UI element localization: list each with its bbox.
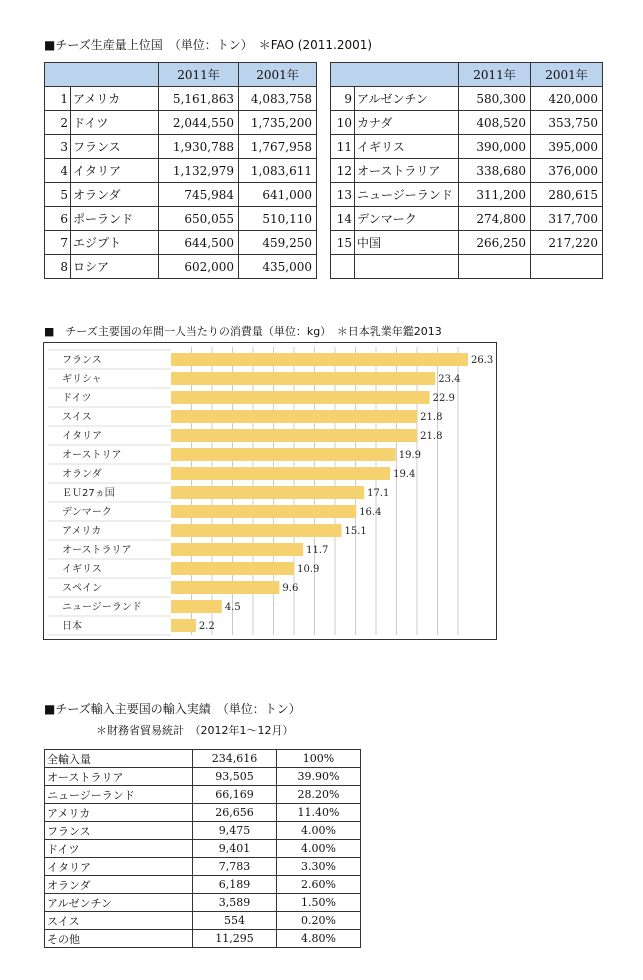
- rank-cell: 2: [45, 111, 71, 135]
- header-2001: 2001年: [531, 63, 603, 87]
- bar: [171, 429, 417, 442]
- value-label: 19.4: [393, 469, 416, 480]
- import-share-cell: 39.90%: [277, 768, 361, 786]
- production-2001-cell: 459,250: [239, 231, 317, 255]
- import-share-cell: 4.00%: [277, 822, 361, 840]
- table-row: [45, 858, 361, 876]
- country-cell: アルゼンチン: [355, 87, 459, 111]
- rank-cell: 11: [331, 135, 355, 159]
- table-row: [45, 231, 317, 255]
- country-cell: ロシア: [71, 255, 159, 279]
- bar: [171, 448, 396, 461]
- category-label: ニュージーランド: [62, 602, 142, 613]
- table-row: [331, 255, 603, 279]
- rank-cell: 7: [45, 231, 71, 255]
- import-amount-cell: 6,189: [193, 876, 277, 894]
- production-2001-cell: 353,750: [531, 111, 603, 135]
- bar: [171, 486, 364, 499]
- rank-cell: 5: [45, 183, 71, 207]
- import-amount-cell: 7,783: [193, 858, 277, 876]
- import-amount-cell: 66,169: [193, 786, 277, 804]
- bar: [171, 410, 417, 423]
- rank-cell: [331, 255, 355, 279]
- imports-subtitle: ＊財務省貿易統計 （2012年1～12月）: [96, 724, 294, 737]
- bar: [171, 372, 435, 385]
- country-cell: アルゼンチン: [45, 894, 193, 912]
- value-label: 22.9: [432, 393, 455, 404]
- bar: [171, 391, 430, 404]
- table-row: [331, 87, 603, 111]
- import-share-cell: 3.30%: [277, 858, 361, 876]
- category-label: オーストリア: [62, 450, 122, 461]
- import-amount-cell: 554: [193, 912, 277, 930]
- rank-cell: 8: [45, 255, 71, 279]
- table-row: [45, 876, 361, 894]
- table-row: [45, 207, 317, 231]
- table-row: [331, 231, 603, 255]
- table-row: [45, 183, 317, 207]
- country-cell: デンマーク: [355, 207, 459, 231]
- table-row: [45, 159, 317, 183]
- rank-cell: 9: [331, 87, 355, 111]
- category-label: イギリス: [62, 564, 102, 575]
- table-row: [45, 111, 317, 135]
- production-2011-cell: 644,500: [159, 231, 239, 255]
- production-2001-cell: 317,700: [531, 207, 603, 231]
- consumption-title: ■ チーズ主要国の年間一人当たりの消費量（単位：kg） ＊日本乳業年鑑2013: [44, 325, 442, 338]
- country-cell: オーストラリア: [355, 159, 459, 183]
- country-cell: アメリカ: [45, 804, 193, 822]
- table-row: [45, 894, 361, 912]
- value-label: 11.7: [306, 545, 329, 556]
- category-label: ギリシャ: [62, 374, 102, 385]
- production-2001-cell: 1,767,958: [239, 135, 317, 159]
- table-header-row: [45, 63, 317, 87]
- production-2001-cell: 395,000: [531, 135, 603, 159]
- table-row: [45, 912, 361, 930]
- country-cell: [355, 255, 459, 279]
- country-cell: イタリア: [45, 858, 193, 876]
- category-label: オランダ: [62, 469, 102, 480]
- import-share-cell: 2.60%: [277, 876, 361, 894]
- category-label: イタリア: [62, 431, 102, 442]
- country-cell: ニュージーランド: [45, 786, 193, 804]
- production-2011-cell: [459, 255, 531, 279]
- table-row: [45, 768, 361, 786]
- rank-cell: 3: [45, 135, 71, 159]
- value-label: 17.1: [367, 488, 390, 499]
- table-row: [45, 750, 361, 768]
- production-2011-cell: 338,680: [459, 159, 531, 183]
- production-title: ■チーズ生産量上位国 （単位：トン） ＊FAO (2011.2001): [44, 38, 373, 52]
- category-label: ドイツ: [62, 393, 92, 404]
- import-amount-cell: 93,505: [193, 768, 277, 786]
- value-label: 21.8: [420, 431, 443, 442]
- table-row: [45, 87, 317, 111]
- production-2001-cell: 510,110: [239, 207, 317, 231]
- bar: [171, 619, 196, 632]
- value-label: 19.9: [398, 450, 421, 461]
- production-2011-cell: 650,055: [159, 207, 239, 231]
- table-row: [331, 207, 603, 231]
- country-cell: 中国: [355, 231, 459, 255]
- bar: [171, 600, 222, 613]
- header-2011: 2011年: [159, 63, 239, 87]
- value-label: 23.4: [438, 374, 461, 385]
- country-cell: ドイツ: [71, 111, 159, 135]
- table-row: [331, 183, 603, 207]
- value-label: 21.8: [420, 412, 443, 423]
- country-cell: その他: [45, 930, 193, 948]
- production-2011-cell: 602,000: [159, 255, 239, 279]
- rank-cell: 1: [45, 87, 71, 111]
- import-share-cell: 100%: [277, 750, 361, 768]
- header-blank: [331, 63, 459, 87]
- table-row: [45, 840, 361, 858]
- country-cell: ポーランド: [71, 207, 159, 231]
- production-2011-cell: 580,300: [459, 87, 531, 111]
- table-row: [331, 111, 603, 135]
- table-row: [45, 804, 361, 822]
- production-2001-cell: 280,615: [531, 183, 603, 207]
- production-2011-cell: 1,930,788: [159, 135, 239, 159]
- country-cell: イギリス: [355, 135, 459, 159]
- value-label: 10.9: [297, 564, 320, 575]
- consumption-chart: [43, 342, 497, 640]
- production-2011-cell: 745,984: [159, 183, 239, 207]
- production-table-left: [44, 62, 317, 279]
- bar: [171, 524, 342, 537]
- production-2001-cell: 641,000: [239, 183, 317, 207]
- import-share-cell: 28.20%: [277, 786, 361, 804]
- category-label: ＥＵ27ヵ国: [62, 488, 115, 499]
- production-2011-cell: 1,132,979: [159, 159, 239, 183]
- consumption-chart-svg: [44, 343, 496, 639]
- table-row: [45, 930, 361, 948]
- country-cell: カナダ: [355, 111, 459, 135]
- import-amount-cell: 9,475: [193, 822, 277, 840]
- category-label: フランス: [62, 355, 102, 366]
- table-row: [45, 822, 361, 840]
- production-table-right: [330, 62, 603, 279]
- header-blank: [45, 63, 159, 87]
- imports-title: ■チーズ輸入主要国の輸入実績 （単位：トン）: [44, 702, 301, 716]
- production-2011-cell: 390,000: [459, 135, 531, 159]
- table-row: [45, 786, 361, 804]
- production-2001-cell: [531, 255, 603, 279]
- table-row: [45, 135, 317, 159]
- country-cell: アメリカ: [71, 87, 159, 111]
- rank-cell: 12: [331, 159, 355, 183]
- production-2001-cell: 435,000: [239, 255, 317, 279]
- country-cell: ドイツ: [45, 840, 193, 858]
- country-cell: ニュージーランド: [355, 183, 459, 207]
- value-label: 15.1: [344, 526, 367, 537]
- table-header-row: [331, 63, 603, 87]
- production-2011-cell: 266,250: [459, 231, 531, 255]
- value-label: 2.2: [198, 621, 215, 632]
- country-cell: イタリア: [71, 159, 159, 183]
- country-cell: オランダ: [71, 183, 159, 207]
- bar: [171, 505, 356, 518]
- production-2011-cell: 2,044,550: [159, 111, 239, 135]
- import-share-cell: 4.00%: [277, 840, 361, 858]
- rank-cell: 10: [331, 111, 355, 135]
- import-amount-cell: 11,295: [193, 930, 277, 948]
- production-2011-cell: 274,800: [459, 207, 531, 231]
- rank-cell: 13: [331, 183, 355, 207]
- bar: [171, 581, 279, 594]
- rank-cell: 6: [45, 207, 71, 231]
- import-share-cell: 1.50%: [277, 894, 361, 912]
- country-cell: フランス: [71, 135, 159, 159]
- import-share-cell: 11.40%: [277, 804, 361, 822]
- import-amount-cell: 234,616: [193, 750, 277, 768]
- production-2001-cell: 1,735,200: [239, 111, 317, 135]
- production-2001-cell: 1,083,611: [239, 159, 317, 183]
- rank-cell: 15: [331, 231, 355, 255]
- import-amount-cell: 9,401: [193, 840, 277, 858]
- category-label: 日本: [62, 621, 82, 632]
- imports-table: [44, 749, 361, 948]
- value-label: 9.6: [282, 583, 299, 594]
- value-label: 16.4: [359, 507, 382, 518]
- category-label: オーストラリア: [62, 545, 132, 556]
- country-cell: オーストラリア: [45, 768, 193, 786]
- country-cell: エジプト: [71, 231, 159, 255]
- import-share-cell: 4.80%: [277, 930, 361, 948]
- table-row: [331, 159, 603, 183]
- table-row: [331, 135, 603, 159]
- production-2011-cell: 408,520: [459, 111, 531, 135]
- production-2001-cell: 420,000: [531, 87, 603, 111]
- country-cell: 全輸入量: [45, 750, 193, 768]
- production-2001-cell: 376,000: [531, 159, 603, 183]
- category-label: デンマーク: [62, 507, 112, 518]
- country-cell: オランダ: [45, 876, 193, 894]
- category-label: アメリカ: [62, 526, 102, 537]
- import-share-cell: 0.20%: [277, 912, 361, 930]
- import-amount-cell: 3,589: [193, 894, 277, 912]
- table-row: [45, 255, 317, 279]
- rank-cell: 14: [331, 207, 355, 231]
- country-cell: フランス: [45, 822, 193, 840]
- category-label: スイス: [62, 412, 92, 423]
- production-2011-cell: 5,161,863: [159, 87, 239, 111]
- header-2011: 2011年: [459, 63, 531, 87]
- value-label: 26.3: [471, 355, 494, 366]
- country-cell: スイス: [45, 912, 193, 930]
- bar: [171, 467, 390, 480]
- header-2001: 2001年: [239, 63, 317, 87]
- bar: [171, 543, 303, 556]
- production-2011-cell: 311,200: [459, 183, 531, 207]
- production-2001-cell: 217,220: [531, 231, 603, 255]
- import-amount-cell: 26,656: [193, 804, 277, 822]
- bar: [171, 562, 294, 575]
- value-label: 4.5: [224, 602, 241, 613]
- bar: [171, 353, 468, 366]
- rank-cell: 4: [45, 159, 71, 183]
- category-label: スペイン: [62, 583, 102, 594]
- production-2001-cell: 4,083,758: [239, 87, 317, 111]
